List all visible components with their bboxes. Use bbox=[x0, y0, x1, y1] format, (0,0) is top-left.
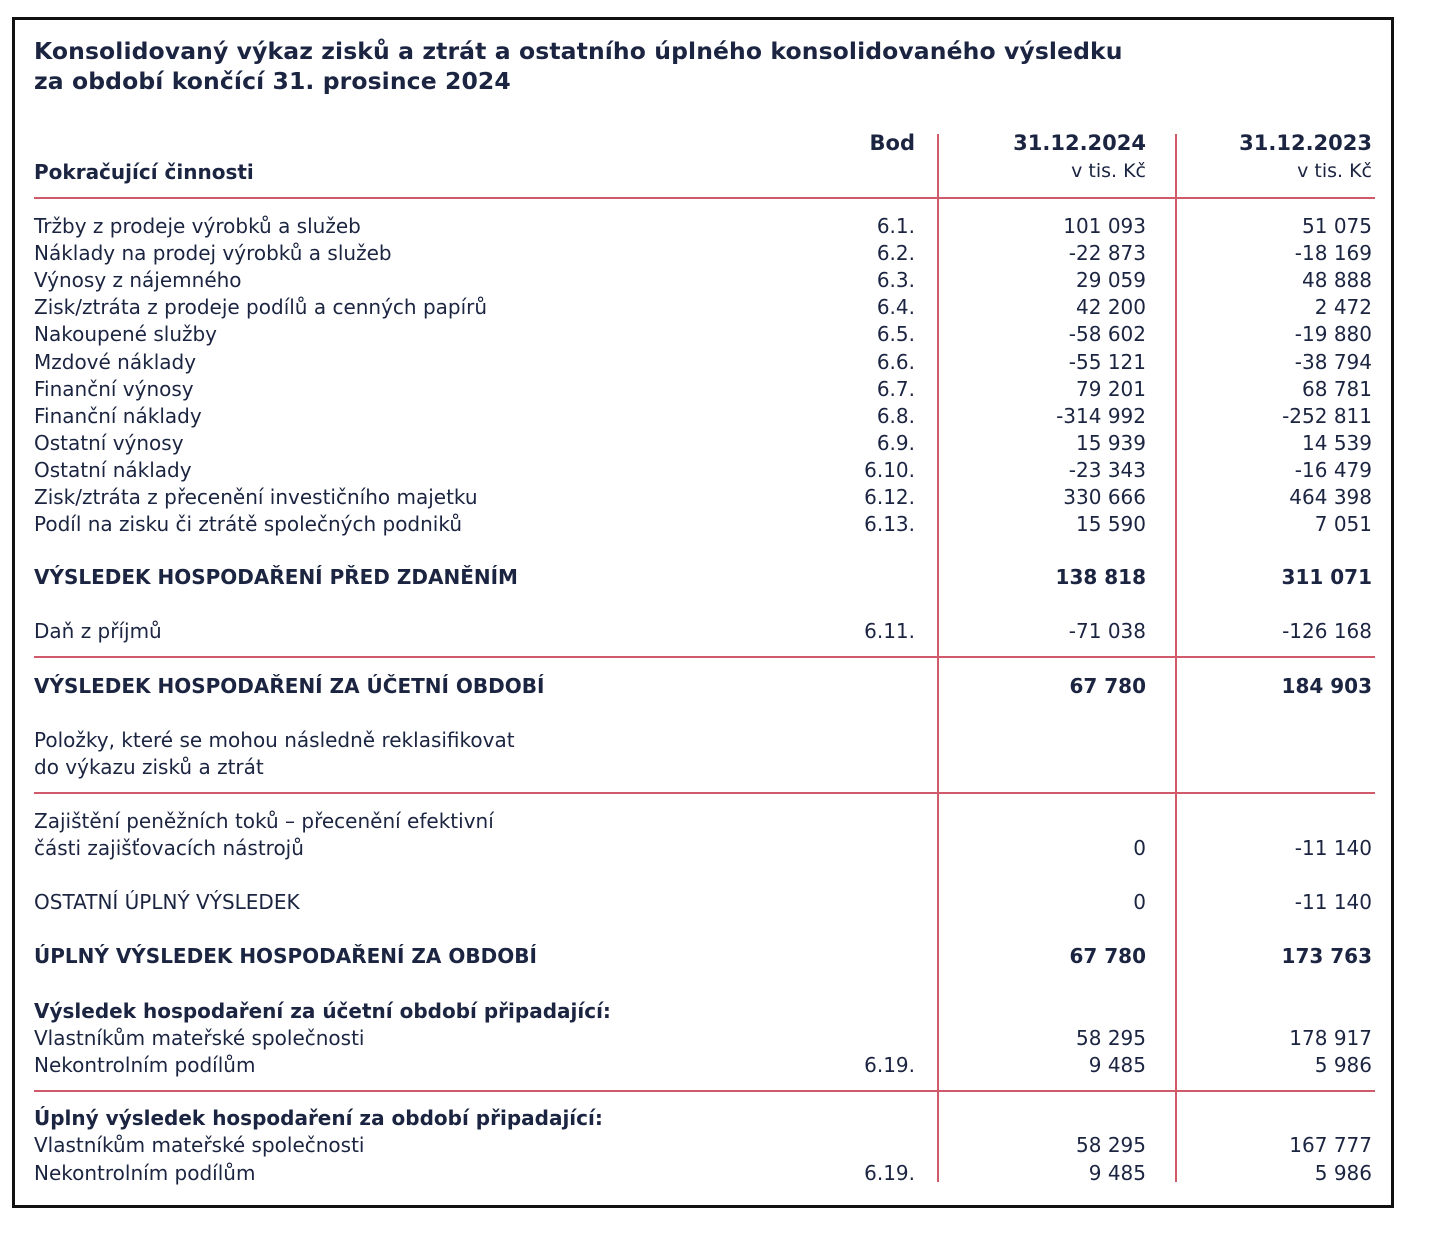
row-label: ÚPLNÝ VÝSLEDEK HOSPODAŘENÍ ZA OBDOBÍ bbox=[34, 944, 537, 968]
reclass-line-2: do výkazu zisků a ztrát bbox=[34, 755, 264, 779]
value-2024: 15 939 bbox=[1076, 430, 1146, 455]
table-row bbox=[0, 321, 1430, 348]
value-2024: 330 666 bbox=[1063, 485, 1146, 509]
oci-row bbox=[0, 889, 1430, 916]
value-2023: 68 781 bbox=[1302, 376, 1372, 401]
table-row bbox=[0, 430, 1430, 457]
value-2023: 5 986 bbox=[1314, 1161, 1372, 1185]
pre-tax-row bbox=[0, 564, 1430, 591]
row-bod: 6.7. bbox=[876, 376, 915, 401]
table-row bbox=[0, 213, 1430, 240]
value-2024: 42 200 bbox=[1076, 295, 1146, 320]
bod-header: Bod bbox=[869, 131, 915, 155]
value-2023: 311 071 bbox=[1281, 565, 1372, 589]
value-2024: 29 059 bbox=[1076, 268, 1146, 293]
table-row bbox=[0, 376, 1430, 403]
value-2024: -23 343 bbox=[1068, 457, 1146, 482]
table-row bbox=[0, 267, 1430, 294]
value-2024: 9 485 bbox=[1088, 1161, 1146, 1185]
row-label: Vlastníkům mateřské společnosti bbox=[34, 1133, 365, 1157]
row-label: VÝSLEDEK HOSPODAŘENÍ ZA ÚČETNÍ OBDOBÍ bbox=[34, 674, 545, 698]
value-2024: 58 295 bbox=[1076, 1133, 1146, 1157]
attrib-result-nci-row bbox=[0, 1052, 1430, 1079]
value-2024: 15 590 bbox=[1076, 512, 1146, 537]
value-2024: 138 818 bbox=[1055, 565, 1146, 589]
row-label: Mzdové náklady bbox=[34, 349, 197, 374]
divider-attrib bbox=[34, 1090, 1375, 1092]
col-2023-date: 31.12.2023 bbox=[1239, 131, 1372, 155]
row-label: Nekontrolním podílům bbox=[34, 1161, 256, 1185]
value-2023: -18 169 bbox=[1294, 241, 1372, 266]
value-2023: -126 168 bbox=[1282, 619, 1372, 643]
value-2023: 48 888 bbox=[1302, 268, 1372, 293]
attrib-total-heading: Úplný výsledek hospodaření za období připadající: bbox=[34, 1106, 603, 1130]
value-2023: 5 986 bbox=[1314, 1053, 1372, 1077]
row-bod: 6.19. bbox=[864, 1161, 915, 1185]
row-label: Náklady na prodej výrobků a služeb bbox=[34, 241, 392, 266]
row-bod: 6.9. bbox=[876, 430, 915, 455]
header-divider bbox=[34, 197, 1375, 199]
row-label: Ostatní náklady bbox=[34, 457, 192, 482]
divider-after-tax bbox=[34, 656, 1375, 658]
value-2023: 178 917 bbox=[1289, 1026, 1372, 1050]
value-2024: 58 295 bbox=[1076, 1026, 1146, 1050]
table-row bbox=[0, 457, 1430, 484]
tax-row bbox=[0, 618, 1430, 645]
value-2023: 464 398 bbox=[1289, 485, 1372, 509]
table-row bbox=[0, 349, 1430, 376]
hedging-row bbox=[0, 835, 1430, 862]
value-2024: -22 873 bbox=[1068, 241, 1146, 266]
table-row bbox=[0, 294, 1430, 321]
row-label: Výnosy z nájemného bbox=[34, 268, 242, 293]
value-2024: 67 780 bbox=[1069, 944, 1146, 968]
title-line-1: Konsolidovaný výkaz zisků a ztrát a ostatního úplného konsolidovaného výsledku bbox=[34, 37, 1123, 65]
col-2023-unit: v tis. Kč bbox=[1297, 160, 1372, 182]
value-2024: -71 038 bbox=[1068, 619, 1146, 643]
table-row bbox=[0, 403, 1430, 430]
row-label: Daň z příjmů bbox=[34, 619, 162, 643]
value-2024: -55 121 bbox=[1068, 349, 1146, 374]
attrib-result-heading: Výsledek hospodaření za účetní období připadající: bbox=[34, 999, 611, 1023]
section-label: Pokračující činnosti bbox=[34, 160, 254, 184]
row-bod: 6.8. bbox=[876, 403, 915, 428]
value-2024: 79 201 bbox=[1076, 376, 1146, 401]
row-label: části zajišťovacích nástrojů bbox=[34, 836, 304, 860]
row-label: Nekontrolním podílům bbox=[34, 1053, 256, 1077]
attrib-total-nci-row bbox=[0, 1160, 1430, 1187]
value-2024: 9 485 bbox=[1088, 1053, 1146, 1077]
attrib-total-owners-row bbox=[0, 1132, 1430, 1159]
row-bod: 6.5. bbox=[876, 322, 915, 347]
value-2024: -314 992 bbox=[1056, 403, 1146, 428]
period-result-row bbox=[0, 673, 1430, 700]
value-2023: 173 763 bbox=[1281, 944, 1372, 968]
row-bod: 6.10. bbox=[864, 457, 915, 482]
row-bod: 6.1. bbox=[876, 214, 915, 238]
row-bod: 6.3. bbox=[876, 268, 915, 293]
row-bod: 6.11. bbox=[864, 619, 915, 643]
col-2024-unit: v tis. Kč bbox=[1071, 160, 1146, 182]
row-bod: 6.4. bbox=[876, 295, 915, 320]
value-2023: -11 140 bbox=[1294, 836, 1372, 860]
value-2023: 14 539 bbox=[1302, 430, 1372, 455]
value-2023: 167 777 bbox=[1289, 1133, 1372, 1157]
statement-title bbox=[34, 36, 1374, 96]
divider-after-reclass bbox=[34, 792, 1375, 794]
value-2024: 0 bbox=[1133, 836, 1146, 860]
value-2023: -11 140 bbox=[1294, 890, 1372, 914]
row-bod: 6.19. bbox=[864, 1053, 915, 1077]
reclass-line-1: Položky, které se mohou následně reklasifikovat bbox=[34, 728, 515, 752]
hedging-line-1: Zajištění peněžních toků – přecenění efektivní bbox=[34, 809, 494, 833]
row-label: OSTATNÍ ÚPLNÝ VÝSLEDEK bbox=[34, 890, 300, 914]
value-2023: 7 051 bbox=[1314, 512, 1372, 537]
value-2023: -19 880 bbox=[1294, 322, 1372, 347]
table-row bbox=[0, 511, 1430, 538]
row-label: Finanční náklady bbox=[34, 403, 202, 428]
row-label: Zisk/ztráta z prodeje podílů a cenných papírů bbox=[34, 295, 488, 320]
value-2023: -38 794 bbox=[1294, 349, 1372, 374]
row-bod: 6.2. bbox=[876, 241, 915, 266]
value-2023: 51 075 bbox=[1302, 214, 1372, 238]
row-bod: 6.12. bbox=[864, 485, 915, 509]
table-row bbox=[0, 484, 1430, 511]
total-comprehensive-row bbox=[0, 943, 1430, 970]
row-label: Vlastníkům mateřské společnosti bbox=[34, 1026, 365, 1050]
table-row bbox=[0, 240, 1430, 267]
row-label: Podíl na zisku či ztrátě společných podniků bbox=[34, 512, 462, 537]
value-2023: 184 903 bbox=[1281, 674, 1372, 698]
row-label: Finanční výnosy bbox=[34, 376, 194, 401]
row-label: Ostatní výnosy bbox=[34, 430, 184, 455]
value-2023: -252 811 bbox=[1282, 403, 1372, 428]
title-line-2: za období končící 31. prosince 2024 bbox=[34, 67, 511, 95]
value-2023: 2 472 bbox=[1314, 295, 1372, 320]
value-2024: -58 602 bbox=[1068, 322, 1146, 347]
row-bod: 6.6. bbox=[876, 349, 915, 374]
col-2024-date: 31.12.2024 bbox=[1013, 131, 1146, 155]
row-label: VÝSLEDEK HOSPODAŘENÍ PŘED ZDANĚNÍM bbox=[34, 565, 518, 589]
attrib-result-owners-row bbox=[0, 1025, 1430, 1052]
value-2024: 67 780 bbox=[1069, 674, 1146, 698]
value-2023: -16 479 bbox=[1294, 457, 1372, 482]
row-label: Zisk/ztráta z přecenění investičního majetku bbox=[34, 485, 478, 509]
row-label: Tržby z prodeje výrobků a služeb bbox=[34, 214, 361, 238]
value-2024: 0 bbox=[1133, 890, 1146, 914]
value-2024: 101 093 bbox=[1063, 214, 1146, 238]
row-bod: 6.13. bbox=[864, 512, 915, 537]
row-label: Nakoupené služby bbox=[34, 322, 218, 347]
